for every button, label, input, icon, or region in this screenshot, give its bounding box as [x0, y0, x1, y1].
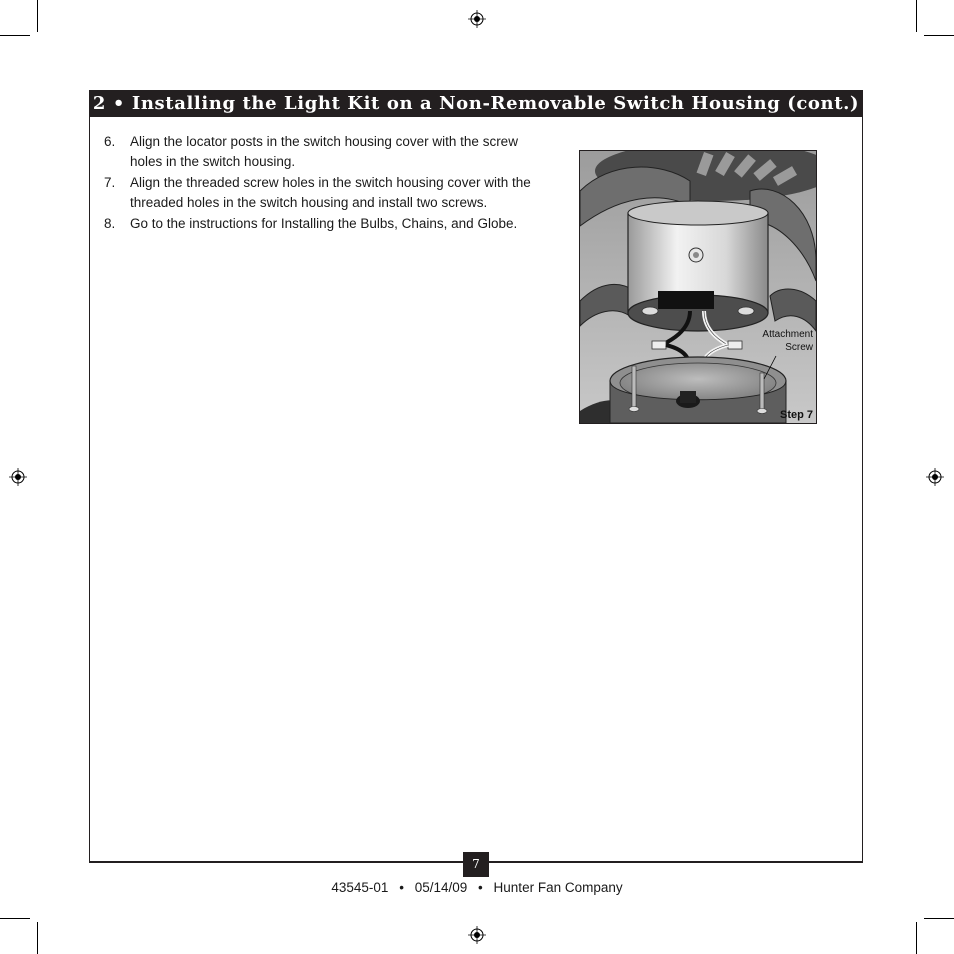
section-title: 2 • Installing the Light Kit on a Non-Removable Switch Housing (cont.): [89, 90, 863, 117]
registration-mark-icon: [926, 468, 944, 486]
registration-mark-icon: [468, 926, 486, 944]
page-number: 7: [463, 852, 489, 877]
step-number: 7.: [104, 175, 116, 190]
instruction-list: [104, 132, 534, 236]
crop-mark: [0, 918, 30, 919]
step-7-illustration: [579, 150, 817, 424]
instruction-step: [104, 132, 534, 171]
instruction-step: [104, 173, 534, 212]
crop-mark: [916, 922, 917, 954]
footer-separator: •: [478, 880, 483, 895]
page-footer: [0, 880, 954, 895]
callout-line: Attachment: [762, 329, 813, 340]
step-text: Align the threaded screw holes in the switch housing cover with the threaded holes in the switch housing and install two screws.: [130, 175, 531, 210]
registration-mark-icon: [468, 10, 486, 28]
doc-id: 43545-01: [331, 880, 389, 895]
crop-mark: [924, 35, 954, 36]
attachment-screw-callout: [762, 328, 813, 354]
registration-mark-icon: [9, 468, 27, 486]
crop-mark: [916, 0, 917, 32]
step-text: Align the locator posts in the switch housing cover with the screw holes in the switch housing.: [130, 134, 518, 169]
crop-mark: [924, 918, 954, 919]
crop-mark: [0, 35, 30, 36]
figure-step-label: Step 7: [779, 409, 813, 421]
doc-date: 05/14/09: [414, 880, 468, 895]
step-number: 8.: [104, 216, 116, 231]
company-name: Hunter Fan Company: [493, 880, 623, 895]
step-number: 6.: [104, 134, 116, 149]
callout-line: Screw: [785, 342, 813, 353]
switch-housing-illustration: [580, 151, 816, 423]
footer-separator: •: [399, 880, 404, 895]
instruction-step: [104, 214, 534, 234]
crop-mark: [37, 0, 38, 32]
crop-mark: [37, 922, 38, 954]
step-text: Go to the instructions for Installing the Bulbs, Chains, and Globe.: [130, 216, 518, 231]
